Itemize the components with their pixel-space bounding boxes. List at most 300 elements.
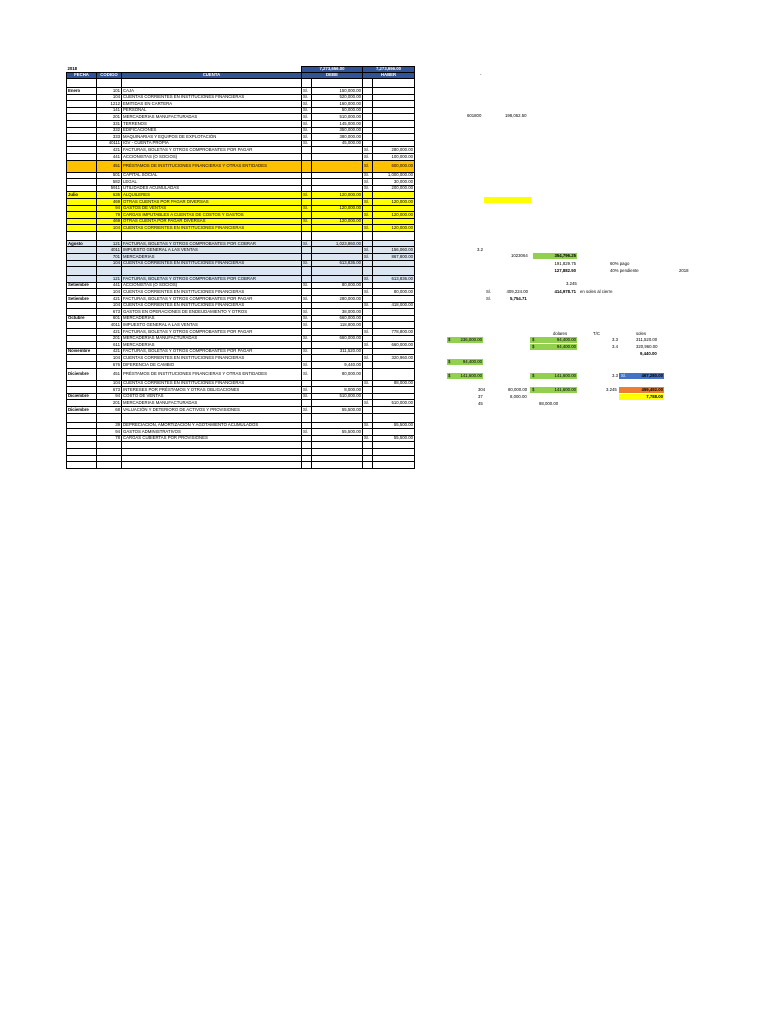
cuenta-cell: CUENTAS CORRIENTES EN INSTITUCIONES FINANCIERAS bbox=[122, 289, 302, 296]
haber-cell bbox=[373, 282, 415, 289]
fecha-cell bbox=[67, 101, 97, 108]
haber-cell: 88,000.00 bbox=[373, 380, 415, 387]
cuenta-cell: FACTURAS, BOLETAS Y OTROS COMPROBANTES POR COBRAR bbox=[122, 276, 302, 283]
codigo-cell: 78 bbox=[97, 435, 122, 442]
debe-cell bbox=[312, 267, 363, 276]
haber-currency-cell bbox=[363, 448, 373, 455]
cuenta-cell: MERCADERIAS MANUFACTURADAS bbox=[122, 400, 302, 407]
tc-3-3b: 3.3 bbox=[612, 373, 618, 378]
cuenta-cell: FACTURAS, BOLETAS Y OTROS COMPROBANTES POR COBRAR bbox=[122, 240, 302, 247]
codigo-cell: 94 bbox=[97, 429, 122, 436]
fecha-cell: Noviembre bbox=[67, 348, 97, 355]
haber-currency-cell bbox=[363, 140, 373, 147]
header-fecha: FECHA bbox=[67, 73, 97, 79]
haber-cell: 200,000.00 bbox=[373, 185, 415, 192]
cuenta-cell: PRÉSTAMOS DE INSTITUCIONES FINANCIERAS Y OTRAS ENTIDADES bbox=[122, 160, 302, 172]
side-3245: 3.245 bbox=[566, 281, 577, 286]
codigo-cell: 332 bbox=[97, 127, 122, 134]
codigo-cell: 331 bbox=[97, 120, 122, 127]
cuenta-cell: MERCADERIAS MANUFACTURADAS bbox=[122, 335, 302, 342]
journal-row bbox=[67, 120, 415, 127]
g1-cur: $ bbox=[448, 337, 451, 342]
haber-cell: 320,960.00 bbox=[373, 355, 415, 362]
haber-currency-cell bbox=[363, 406, 373, 413]
codigo-cell: 94 bbox=[97, 205, 122, 212]
debe-currency-cell: S/. bbox=[302, 393, 312, 400]
journal-row bbox=[67, 240, 415, 247]
journal-row bbox=[67, 172, 415, 179]
n-8000: 8,000.00 bbox=[510, 394, 527, 399]
codigo-cell: 701 bbox=[97, 254, 122, 261]
fecha-cell bbox=[67, 185, 97, 192]
haber-cell bbox=[373, 309, 415, 316]
haber-cell bbox=[373, 205, 415, 212]
journal-row bbox=[67, 218, 415, 225]
haber-currency-cell: S/. bbox=[363, 435, 373, 442]
g7-val: 141,600.00 bbox=[554, 387, 576, 392]
codigo-cell: 104 bbox=[97, 380, 122, 387]
haber-cell bbox=[373, 429, 415, 436]
debe-cell bbox=[312, 147, 363, 154]
side-3-2: 3.2 bbox=[477, 247, 483, 252]
haber-cell bbox=[373, 218, 415, 225]
debe-cell bbox=[312, 329, 363, 336]
fecha-cell bbox=[67, 205, 97, 212]
haber-cell bbox=[373, 79, 415, 88]
g1-val: 236,000.00 bbox=[460, 337, 482, 342]
debe-currency-cell bbox=[302, 442, 312, 449]
cuenta-cell: MERCADERIAS MANUFACTURADAS bbox=[122, 114, 302, 121]
debe-cell: 120,000.00 bbox=[312, 218, 363, 225]
journal-row bbox=[67, 282, 415, 289]
haber-currency-cell: S/. bbox=[363, 289, 373, 296]
journal-row bbox=[67, 368, 415, 380]
haber-currency-cell: S/. bbox=[363, 147, 373, 154]
journal-row bbox=[67, 147, 415, 154]
codigo-cell: 421 bbox=[97, 329, 122, 336]
debe-cell bbox=[312, 462, 363, 469]
debe-currency-cell: S/. bbox=[302, 429, 312, 436]
yellow-highlight bbox=[484, 197, 531, 203]
fecha-cell bbox=[67, 120, 97, 127]
debe-cell: 118,800.00 bbox=[312, 322, 363, 329]
journal-row bbox=[67, 406, 415, 413]
haber-currency-cell bbox=[363, 296, 373, 303]
debe-cell: 8,000.00 bbox=[312, 387, 363, 394]
debe-currency-cell: S/. bbox=[302, 205, 312, 212]
cuenta-cell: GASTOS EN OPERACIONES DE ENDEUDAMIENTO Y OTROS bbox=[122, 309, 302, 316]
debe-currency-cell bbox=[302, 254, 312, 261]
codigo-cell: 141 bbox=[97, 107, 122, 114]
debe-cell: 660,000.00 bbox=[312, 335, 363, 342]
fecha-cell bbox=[67, 127, 97, 134]
debe-cell: 520,000.00 bbox=[312, 94, 363, 101]
journal-row bbox=[67, 179, 415, 186]
fecha-cell bbox=[67, 413, 97, 422]
cuenta-cell bbox=[122, 448, 302, 455]
journal-row bbox=[67, 231, 415, 240]
fecha-cell bbox=[67, 355, 97, 362]
journal-row bbox=[67, 296, 415, 303]
journal-row bbox=[67, 101, 415, 108]
haber-currency-cell bbox=[363, 114, 373, 121]
side-5754: 5,754.71 bbox=[510, 296, 527, 301]
codigo-cell: 441 bbox=[97, 153, 122, 160]
haber-cell: 55,500.00 bbox=[373, 422, 415, 429]
journal-row bbox=[67, 192, 415, 199]
debe-currency-cell bbox=[302, 185, 312, 192]
debe-cell bbox=[312, 160, 363, 172]
cuenta-cell: COSTO DE VENTAS bbox=[122, 393, 302, 400]
haber-currency-cell: S/. bbox=[363, 276, 373, 283]
journal-row bbox=[67, 342, 415, 349]
debe-currency-cell bbox=[302, 267, 312, 276]
tc-3-4: 3.4 bbox=[612, 344, 618, 349]
fecha-cell bbox=[67, 329, 97, 336]
debe-cell bbox=[312, 79, 363, 88]
g7-cur: $ bbox=[532, 387, 535, 392]
codigo-cell: 501 bbox=[97, 172, 122, 179]
fecha-cell bbox=[67, 153, 97, 160]
haber-currency-cell bbox=[363, 192, 373, 199]
debe-cell bbox=[312, 225, 363, 232]
fecha-cell: Diciembre bbox=[67, 406, 97, 413]
journal-row bbox=[67, 462, 415, 469]
codigo-cell: 582 bbox=[97, 179, 122, 186]
haber-currency-cell bbox=[363, 231, 373, 240]
haber-cell: 418,000.00 bbox=[373, 302, 415, 309]
journal-row bbox=[67, 329, 415, 336]
debe-currency-cell bbox=[302, 160, 312, 172]
cuenta-cell bbox=[122, 231, 302, 240]
journal-row bbox=[67, 302, 415, 309]
journal-row bbox=[67, 114, 415, 121]
haber-cell bbox=[373, 315, 415, 322]
header-codigo: CODIGO bbox=[97, 73, 122, 79]
haber-currency-cell bbox=[363, 260, 373, 267]
debe-currency-cell bbox=[302, 400, 312, 407]
haber-currency-cell: S/. bbox=[363, 179, 373, 186]
haber-cell bbox=[373, 88, 415, 95]
debe-cell: 510,000.00 bbox=[312, 114, 363, 121]
fecha-cell bbox=[67, 400, 97, 407]
fecha-cell bbox=[67, 225, 97, 232]
debe-cell: 160,000.00 bbox=[312, 101, 363, 108]
fecha-cell bbox=[67, 140, 97, 147]
fecha-cell: Octubre bbox=[67, 315, 97, 322]
haber-currency-cell bbox=[363, 455, 373, 462]
header-cuenta: CUENTA bbox=[122, 73, 302, 79]
debe-cell bbox=[312, 289, 363, 296]
debe-cell: 350,000.00 bbox=[312, 127, 363, 134]
journal-row bbox=[67, 205, 415, 212]
side-60-pago: 60% pago bbox=[610, 261, 630, 266]
debe-cell: 80,000.00 bbox=[312, 282, 363, 289]
debe-currency-cell bbox=[302, 147, 312, 154]
journal-row bbox=[67, 309, 415, 316]
journal-row bbox=[67, 276, 415, 283]
header-debe: DEBE bbox=[302, 73, 363, 79]
debe-currency-cell: S/. bbox=[302, 218, 312, 225]
debe-currency-cell: S/. bbox=[302, 387, 312, 394]
codigo-cell: 441 bbox=[97, 282, 122, 289]
haber-cell bbox=[373, 127, 415, 134]
haber-currency-cell: S/. bbox=[363, 380, 373, 387]
cuenta-cell: FACTURAS, BOLETAS Y OTROS COMPROBANTES POR PAGAR bbox=[122, 296, 302, 303]
fecha-cell bbox=[67, 422, 97, 429]
side-198062: 198,062.50 bbox=[505, 113, 527, 118]
haber-cell: 80,000.00 bbox=[373, 289, 415, 296]
journal-row bbox=[67, 225, 415, 232]
fecha-cell bbox=[67, 212, 97, 219]
haber-cell bbox=[373, 260, 415, 267]
codigo-cell: 79 bbox=[97, 212, 122, 219]
debe-currency-cell: S/. bbox=[302, 101, 312, 108]
haber-currency-cell: S/. bbox=[363, 198, 373, 205]
haber-cell bbox=[373, 348, 415, 355]
cuenta-cell: OTRAS CUENTA POR PAGAR DIVERSAS bbox=[122, 218, 302, 225]
debe-currency-cell: S/. bbox=[302, 282, 312, 289]
haber-cell bbox=[373, 406, 415, 413]
cuenta-cell: GASTOS ADMINISTRATIVOS bbox=[122, 429, 302, 436]
haber-cell bbox=[373, 442, 415, 449]
debe-currency-cell bbox=[302, 172, 312, 179]
debe-currency-cell: S/. bbox=[302, 140, 312, 147]
debe-cell bbox=[312, 380, 363, 387]
fecha-cell bbox=[67, 114, 97, 121]
journal-row bbox=[67, 387, 415, 394]
journal-row bbox=[67, 355, 415, 362]
cuenta-cell: INTERESES POR PRÉSTAMOS Y OTRAS OBLIGACIONES bbox=[122, 387, 302, 394]
codigo-cell: 40111 bbox=[97, 140, 122, 147]
fecha-cell: Diciembre bbox=[67, 393, 97, 400]
fecha-cell: Julio bbox=[67, 192, 97, 199]
side-soles-cur: S/. bbox=[486, 289, 492, 294]
debe-cell bbox=[312, 212, 363, 219]
journal-row bbox=[67, 260, 415, 267]
debe-currency-cell: S/. bbox=[302, 406, 312, 413]
fecha-cell bbox=[67, 160, 97, 172]
dash-mark: - bbox=[480, 72, 482, 77]
journal-row bbox=[67, 140, 415, 147]
journal-row bbox=[67, 127, 415, 134]
debe-currency-cell: S/. bbox=[302, 114, 312, 121]
fecha-cell bbox=[67, 429, 97, 436]
haber-currency-cell bbox=[363, 413, 373, 422]
debe-currency-cell: S/. bbox=[302, 127, 312, 134]
haber-cell bbox=[373, 240, 415, 247]
debe-cell bbox=[312, 276, 363, 283]
debe-currency-cell bbox=[302, 289, 312, 296]
debe-currency-cell bbox=[302, 455, 312, 462]
haber-cell bbox=[373, 413, 415, 422]
codigo-cell bbox=[97, 79, 122, 88]
debe-cell bbox=[312, 153, 363, 160]
codigo-cell: 104 bbox=[97, 355, 122, 362]
haber-currency-cell bbox=[363, 205, 373, 212]
g3-val: 94,400.00 bbox=[556, 344, 576, 349]
fecha-cell: Enero bbox=[67, 88, 97, 95]
debe-cell: 55,500.00 bbox=[312, 429, 363, 436]
debe-currency-cell: S/. bbox=[302, 88, 312, 95]
cuenta-cell: MERCADERIAS bbox=[122, 254, 302, 261]
debe-currency-cell: S/. bbox=[302, 94, 312, 101]
haber-cell bbox=[373, 296, 415, 303]
debe-currency-cell bbox=[302, 380, 312, 387]
codigo-cell bbox=[97, 231, 122, 240]
haber-cell: 510,000.00 bbox=[373, 400, 415, 407]
side-191829: 191,829.75 bbox=[554, 261, 576, 266]
codigo-cell: 201 bbox=[97, 114, 122, 121]
debe-cell bbox=[312, 455, 363, 462]
debe-cell: 80,000.00 bbox=[312, 368, 363, 380]
debe-currency-cell bbox=[302, 342, 312, 349]
fecha-cell: Agosto bbox=[67, 240, 97, 247]
g5-cur: $ bbox=[448, 373, 451, 378]
haber-cell bbox=[373, 455, 415, 462]
haber-currency-cell: S/. bbox=[363, 329, 373, 336]
fecha-cell bbox=[67, 448, 97, 455]
cuenta-cell: IMPUESTO GENERAL A LAS VENTAS bbox=[122, 247, 302, 254]
haber-cell: 100,000.00 bbox=[373, 153, 415, 160]
cuenta-cell: CAPITAL SOCIAL bbox=[122, 172, 302, 179]
debe-cell: 120,000.00 bbox=[312, 192, 363, 199]
journal-row bbox=[67, 435, 415, 442]
haber-currency-cell bbox=[363, 101, 373, 108]
haber-cell bbox=[373, 368, 415, 380]
codigo-cell: 421 bbox=[97, 296, 122, 303]
codigo-cell: 104 bbox=[97, 94, 122, 101]
debe-currency-cell: S/. bbox=[302, 107, 312, 114]
codigo-cell: 94 bbox=[97, 393, 122, 400]
haber-currency-cell bbox=[363, 442, 373, 449]
journal-row bbox=[67, 448, 415, 455]
codigo-cell: 104 bbox=[97, 289, 122, 296]
debe-currency-cell bbox=[302, 247, 312, 254]
debe-cell bbox=[312, 400, 363, 407]
cuenta-cell: CUENTAS CORRIENTES EN INSTITUCIONES FINANCIERAS bbox=[122, 302, 302, 309]
journal-row bbox=[67, 442, 415, 449]
debe-currency-cell bbox=[302, 198, 312, 205]
cuenta-cell bbox=[122, 413, 302, 422]
cuenta-cell: MERCADERIAS bbox=[122, 342, 302, 349]
s-blue-cur: S/. bbox=[621, 373, 627, 378]
haber-cell: 778,800.00 bbox=[373, 329, 415, 336]
fecha-cell bbox=[67, 172, 97, 179]
haber-currency-cell bbox=[363, 120, 373, 127]
debe-cell bbox=[312, 442, 363, 449]
s-7788: 7,788.00 bbox=[646, 394, 663, 399]
debe-cell: 9,440.00 bbox=[312, 361, 363, 368]
codigo-cell: 333 bbox=[97, 134, 122, 141]
debe-cell: 145,000.00 bbox=[312, 120, 363, 127]
cuenta-cell: UTILIDADES ACUMULADAS bbox=[122, 185, 302, 192]
debe-currency-cell bbox=[302, 153, 312, 160]
journal-row bbox=[67, 198, 415, 205]
cuenta-cell: EMITIDAS EN CARTERA bbox=[122, 101, 302, 108]
haber-currency-cell bbox=[363, 79, 373, 88]
codigo-cell: 104 bbox=[97, 225, 122, 232]
fecha-cell bbox=[67, 254, 97, 261]
haber-cell bbox=[373, 387, 415, 394]
codigo-cell: 39 bbox=[97, 422, 122, 429]
codigo-cell: 469 bbox=[97, 198, 122, 205]
fecha-cell bbox=[67, 94, 97, 101]
debe-currency-cell bbox=[302, 302, 312, 309]
journal-row bbox=[67, 254, 415, 261]
fecha-cell bbox=[67, 260, 97, 267]
codigo-cell: 104 bbox=[97, 260, 122, 267]
journal-row bbox=[67, 429, 415, 436]
haber-currency-cell: S/. bbox=[363, 160, 373, 172]
debe-currency-cell: S/. bbox=[302, 260, 312, 267]
codigo-cell: 676 bbox=[97, 361, 122, 368]
haber-currency-cell: S/. bbox=[363, 153, 373, 160]
cuenta-cell: MERCADERIAS bbox=[122, 315, 302, 322]
fecha-cell bbox=[67, 289, 97, 296]
codigo-cell: 104 bbox=[97, 302, 122, 309]
debe-cell bbox=[312, 179, 363, 186]
fecha-cell bbox=[67, 462, 97, 469]
cuenta-cell bbox=[122, 267, 302, 276]
debe-cell: 1,023,860.00 bbox=[312, 240, 363, 247]
haber-cell: 1,000,000.00 bbox=[373, 172, 415, 179]
fecha-cell bbox=[67, 276, 97, 283]
cuenta-cell: FACTURAS, BOLETAS Y OTROS COMPROBANTES POR PAGAR bbox=[122, 329, 302, 336]
haber-currency-cell: S/. bbox=[363, 172, 373, 179]
journal-row bbox=[67, 134, 415, 141]
debe-cell bbox=[312, 302, 363, 309]
side-soles: soles bbox=[636, 331, 647, 336]
s-459492: 459,492.00 bbox=[641, 387, 663, 392]
debe-currency-cell: S/. bbox=[302, 309, 312, 316]
side-414978: 414,978.71 bbox=[554, 289, 576, 294]
codigo-cell: 4011 bbox=[97, 247, 122, 254]
debe-cell bbox=[312, 172, 363, 179]
debe-currency-cell: S/. bbox=[302, 368, 312, 380]
journal-row bbox=[67, 289, 415, 296]
fecha-cell bbox=[67, 179, 97, 186]
codigo-cell bbox=[97, 462, 122, 469]
journal-row bbox=[67, 422, 415, 429]
fecha-cell bbox=[67, 435, 97, 442]
haber-currency-cell bbox=[363, 282, 373, 289]
debe-currency-cell bbox=[302, 355, 312, 362]
haber-cell bbox=[373, 393, 415, 400]
haber-cell bbox=[373, 462, 415, 469]
cuenta-cell: PERSONAL bbox=[122, 107, 302, 114]
codigo-cell: 421 bbox=[97, 147, 122, 154]
fecha-cell bbox=[67, 231, 97, 240]
codigo-cell bbox=[97, 413, 122, 422]
codigo-cell: 5911 bbox=[97, 185, 122, 192]
debe-cell: 510,000.00 bbox=[312, 393, 363, 400]
side-2018: 2018 bbox=[679, 268, 689, 273]
haber-currency-cell bbox=[363, 218, 373, 225]
fecha-cell bbox=[67, 198, 97, 205]
haber-cell bbox=[373, 94, 415, 101]
journal-row bbox=[67, 315, 415, 322]
haber-currency-cell bbox=[363, 107, 373, 114]
cuenta-cell bbox=[122, 455, 302, 462]
journal-row bbox=[67, 94, 415, 101]
cuenta-cell: EDIFICACIONES bbox=[122, 127, 302, 134]
cuenta-cell: FACTURAS, BOLETAS Y OTROS COMPROBANTES POR PAGAR bbox=[122, 348, 302, 355]
debe-currency-cell: S/. bbox=[302, 134, 312, 141]
haber-currency-cell bbox=[363, 368, 373, 380]
debe-cell: 45,000.00 bbox=[312, 140, 363, 147]
debe-cell bbox=[312, 231, 363, 240]
